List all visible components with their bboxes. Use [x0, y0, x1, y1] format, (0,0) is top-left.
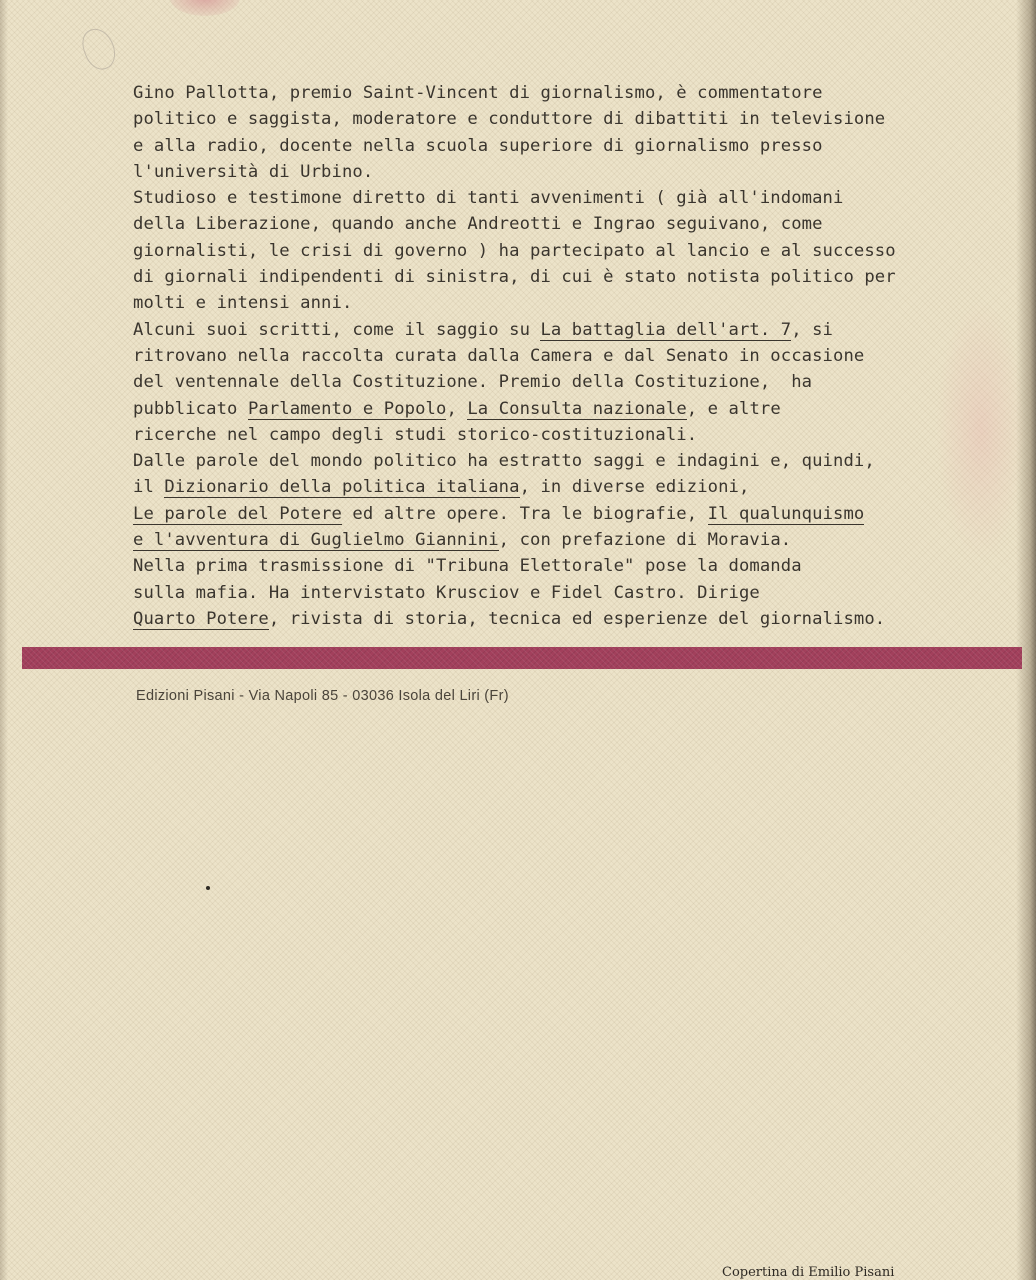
bio-text: ed altre opere. Tra le biografie, [341, 503, 708, 524]
bio-line [133, 527, 973, 553]
bio-line: sulla mafia. Ha intervistato Krusciov e Fidel Castro. Dirige [133, 582, 760, 603]
bio-text: il [133, 477, 165, 498]
bio-line: Dalle parole del mondo politico ha estratto saggi e indagini e, quindi, [133, 451, 875, 472]
journal-title-quarto-potere: Quarto Potere [133, 608, 269, 629]
bio-text: , [446, 398, 468, 419]
maroon-divider-band [22, 647, 1022, 669]
bio-text: pubblicato [133, 398, 248, 419]
bio-line: Gino Pallotta, premio Saint-Vincent di giornalismo, è commentatore [133, 83, 823, 103]
bio-line: giornalisti, le crisi di governo ) ha partecipato al lancio e al successo [133, 240, 896, 261]
publisher-address: Edizioni Pisani - Via Napoli 85 - 03036 Isola del Liri (Fr) [136, 688, 509, 704]
bio-line: molti e intensi anni. [133, 293, 353, 314]
bio-text: , in diverse edizioni, [519, 477, 750, 498]
bio-line [133, 396, 973, 422]
bio-line: di giornali indipendenti di sinistra, di cui è stato notista politico per [133, 267, 896, 288]
bio-text: , si [791, 319, 834, 340]
bio-line [133, 317, 973, 343]
pencil-mark [78, 24, 121, 74]
book-title-battaglia: La battaglia dell'art. 7 [540, 319, 792, 340]
book-title-dizionario: Dizionario della politica italiana [164, 477, 520, 498]
bio-line [133, 474, 973, 500]
bio-line: Studioso e testimone diretto di tanti avvenimenti ( già all'indomani [133, 188, 844, 209]
page-edge-shadow-right [1016, 0, 1036, 1280]
book-title-qualunquismo: Il qualunquismo [707, 503, 865, 524]
bio-line: del ventennale della Costituzione. Premio della Costituzione, ha [133, 372, 813, 393]
bio-text: , e altre [686, 398, 781, 419]
bio-line: Nella prima trasmissione di "Tribuna Elettorale" pose la domanda [133, 556, 802, 577]
cover-credit: Copertina di Emilio Pisani [722, 1265, 895, 1280]
pink-stain-top [170, 0, 240, 16]
page-edge-shadow-left [0, 0, 8, 1280]
bio-line: della Liberazione, quando anche Andreotti e Ingrao seguivano, come [133, 214, 823, 235]
ink-dot [206, 886, 210, 890]
book-title-consulta: La Consulta nazionale [467, 398, 687, 419]
bio-line: ricerche nel campo degli studi storico-costituzionali. [133, 424, 698, 445]
bio-text: Alcuni suoi scritti, come il saggio su [133, 319, 541, 340]
bio-text: , rivista di storia, tecnica ed esperienze del giornalismo. [268, 608, 886, 629]
bio-line [133, 501, 973, 527]
bio-line: l'università di Urbino. [133, 161, 374, 182]
bio-line: e alla radio, docente nella scuola superiore di giornalismo presso [133, 135, 823, 156]
bio-line: politico e saggista, moderatore e conduttore di dibattiti in televisione [133, 109, 886, 130]
book-title-giannini: e l'avventura di Guglielmo Giannini [133, 530, 499, 551]
book-title-parole-potere: Le parole del Potere [133, 503, 342, 524]
bio-line: ritrovano nella raccolta curata dalla Camera e dal Senato in occasione [133, 345, 865, 366]
author-biography [133, 80, 973, 632]
bio-line [133, 606, 973, 632]
book-title-parlamento: Parlamento e Popolo [247, 398, 447, 419]
bio-text: , con prefazione di Moravia. [498, 530, 792, 551]
